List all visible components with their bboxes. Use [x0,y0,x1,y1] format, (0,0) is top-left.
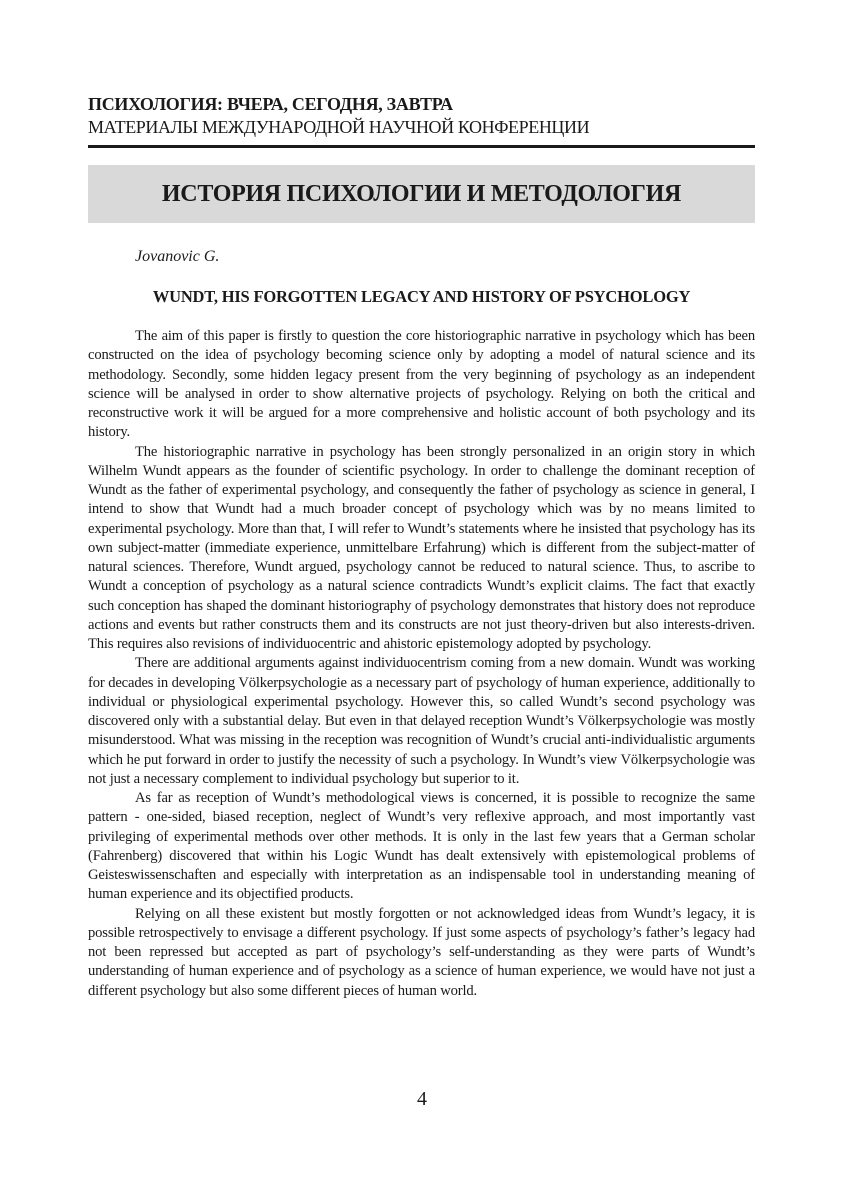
page-number: 4 [417,1088,427,1110]
article-title: WUNDT, HIS FORGOTTEN LEGACY AND HISTORY OF PSYCHOLOGY [152,287,691,306]
paragraph: There are additional arguments against individuocentrism coming from a new domain. Wundt was working for decades in developing Völkerpsychologie as a necessary part of psychology of human experience, additionally to individual or physiological experimental psychology. However this, so called Wundt’s second psychology was discovered only with a substantial delay. But even in that delayed reception Wundt’s Völkerpsychologie was mostly misunderstood. What was missing in the reception was recognition of Wundt’s crucial anti-individualistic arguments which he put forward in order to justify the necessity of such a psychology. In Wundt’s view Völkerpsychologie was not just a necessary complement to individual psychology but superior to it. [88,655,755,787]
section-title: ИСТОРИЯ ПСИХОЛОГИИ И МЕТОДОЛОГИЯ [161,180,682,207]
paragraph: The historiographic narrative in psychology has been strongly personalized in an origin story in which Wilhelm Wundt appears as the founder of scientific psychology. In order to challenge the dominant reception of Wundt as the father of experimental psychology, and consequently the father of psychology as science in general, I intend to show that Wundt had a much broader concept of psychology which was by no means limited to experimental psychology. More than that, I will refer to Wundt’s statements where he insisted that psychology has its own subject-matter (immediate experience, unmittelbare Erfahrung) which is different from the subject-matter of natural sciences. Therefore, Wundt argued, psychology cannot be reduced to natural science. Thus, to ascribe to Wundt a conception of psychology as a natural science contradicts Wundt’s explicit claims. The fact that exactly such conception has shaped the dominant historiography of psychology demonstrates that history does not reproduce actions and events but rather constructs them and its constructs are not just theory-driven but also interests-driven. This requires also revisions of individuocentric and ahistoric epistemology adopted by psychology. [88,443,755,652]
article-body [88,327,755,1001]
paragraph: Relying on all these existent but mostly forgotten or not acknowledged ideas from Wundt’s legacy, it is possible retrospectively to envisage a different psychology. If just some aspects of psychology’s father’s legacy had not been repressed but accepted as part of psychology’s self-understanding as they were parts of Wundt’s understanding of human experience and of psychology as a science of human experience, we would have not just a different psychology but also some different pieces of human world. [88,905,755,999]
journal-title: ПСИХОЛОГИЯ: ВЧЕРА, СЕГОДНЯ, ЗАВТРА [88,94,453,114]
header-rule [88,145,755,148]
paragraph: The aim of this paper is firstly to question the core historiographic narrative in psychology which has been constructed on the idea of psychology becoming science only by adopting a model of natural science and its methodology. Secondly, some hidden legacy present from the very beginning of psychology as an independent science will be analysed in order to show alternative projects of psychology. Relying on both the critical and reconstructive work it will be argued for a more comprehensive and holistic account of both psychology and its history. [88,328,755,441]
journal-subtitle: МАТЕРИАЛЫ МЕЖДУНАРОДНОЙ НАУЧНОЙ КОНФЕРЕНЦИИ [88,117,590,137]
section-banner [88,165,755,223]
article-author: Jovanovic G. [135,248,220,265]
paragraph: As far as reception of Wundt’s methodological views is concerned, it is possible to recognize the same pattern - one-sided, biased reception, neglect of Wundt’s very reflexive approach, and most importantly vast privileging of experimental methods over other methods. It is only in the last few years that a German scholar (Fahrenberg) discovered that within his Logic Wundt has dealt extensively with epistemological problems of Geisteswissenschaften and especially with interpretation as an indispensable tool in understanding meaning of human experience and its objectified products. [88,790,755,903]
